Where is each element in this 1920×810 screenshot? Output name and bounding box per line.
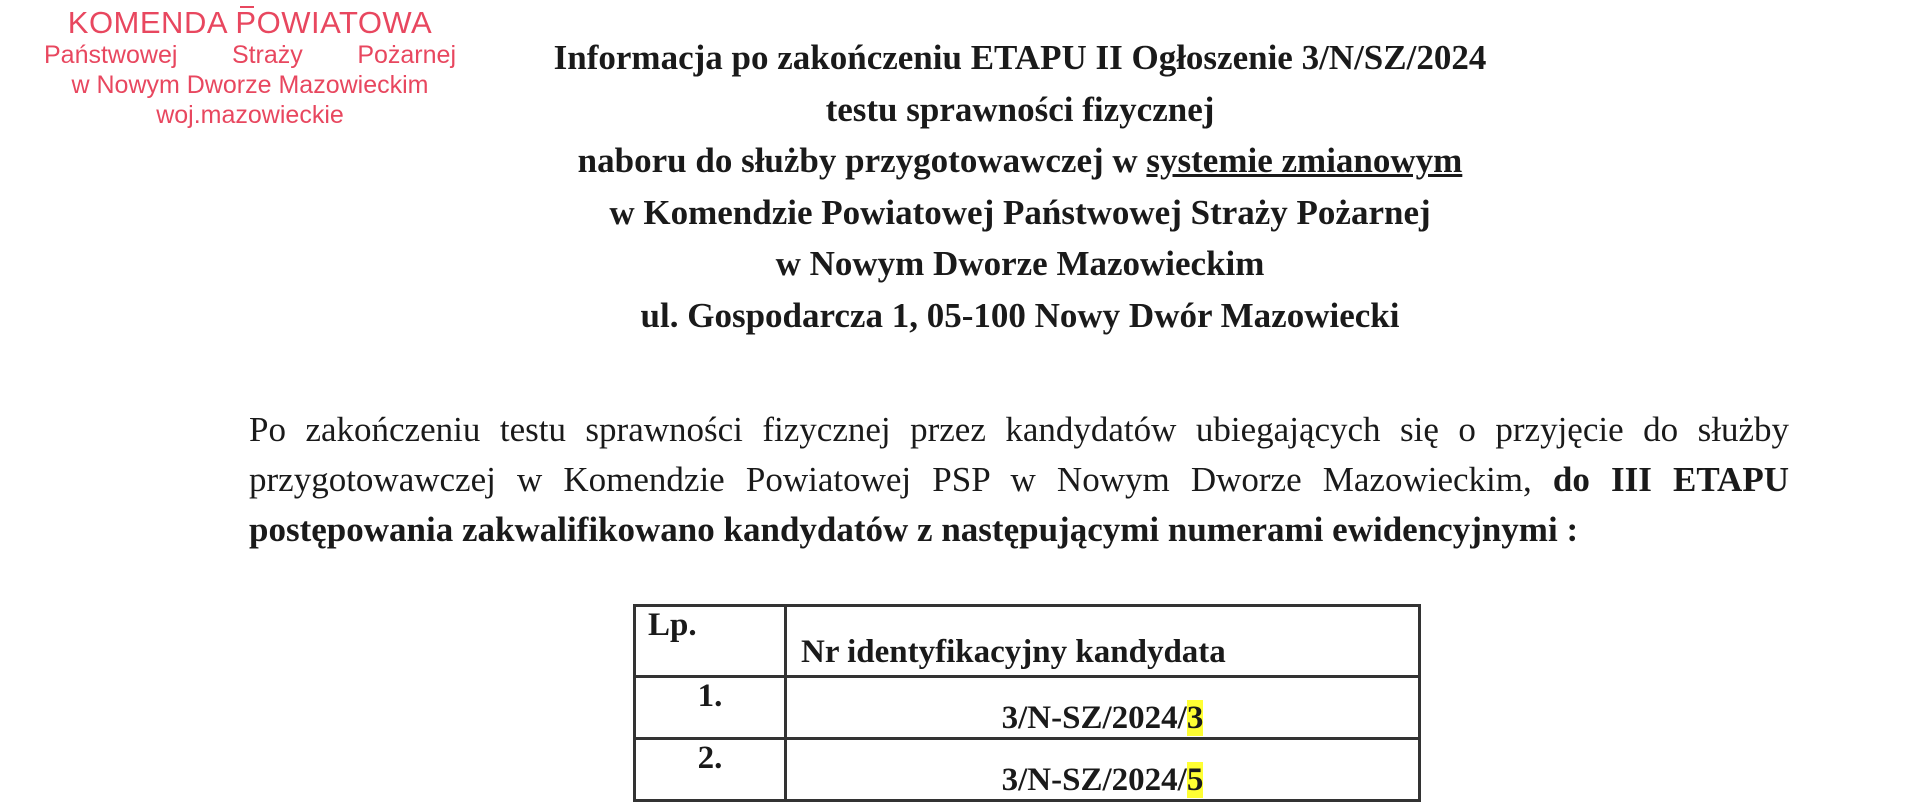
candidate-id-highlight: 5: [1186, 762, 1204, 798]
title-line-2: testu sprawności fizycznej: [825, 89, 1215, 129]
row-lp: 1.: [635, 677, 786, 739]
stamp-line-3: w Nowym Dworze Mazowieckim: [71, 71, 429, 99]
stamp-line-4: woj.mazowieckie: [156, 101, 344, 129]
stamp-line-1: KOMENDA POWIATOWA: [67, 5, 433, 40]
row-candidate-id: [786, 739, 1420, 801]
stamp-emblem-mark: [240, 0, 254, 8]
row-candidate-id: [786, 677, 1420, 739]
title-line-4: w Komendzie Powiatowej Państwowej Straży Pożarnej: [609, 192, 1431, 232]
body-paragraph: [249, 405, 1789, 555]
title-line-1: Informacja po zakończeniu ETAPU II Ogłoszenie 3/N/SZ/2024: [553, 38, 1487, 77]
body-text-bold: do III ETAPU postępowania zakwalifikowano kandydatów z następującymi numerami ewidencyjnymi :: [249, 460, 1789, 549]
candidate-id-highlight: 3: [1186, 700, 1204, 736]
header-lp: Lp.: [635, 606, 786, 677]
table-header-row: [635, 606, 1420, 677]
candidate-id-prefix: 3/N-SZ/2024/: [1001, 762, 1187, 798]
stamp-word: Państwowej: [44, 41, 178, 69]
candidates-table: [633, 604, 1421, 802]
table-row: [635, 739, 1420, 801]
stamp-word: Pożarnej: [357, 41, 456, 69]
title-underlined-text: systemie zmianowym: [1146, 141, 1463, 180]
title-line-5: w Nowym Dworze Mazowieckim: [775, 244, 1265, 283]
row-lp: 2.: [635, 739, 786, 801]
table-row: [635, 677, 1420, 739]
title-line-3-prefix: naboru do służby przygotowawczej w: [577, 141, 1147, 180]
title-line-3: [360, 135, 1680, 187]
stamp-word: Straży: [231, 41, 303, 69]
header-candidate-id: Nr identyfikacyjny kandydata: [786, 606, 1420, 677]
title-line-6: ul. Gospodarcza 1, 05-100 Nowy Dwór Mazowiecki: [640, 295, 1400, 335]
body-text-regular: Po zakończeniu testu sprawności fizycznej przez kandydatów ubiegających się o przyjęcie do służby przygotowawczej w Komendzie Powiatowej PSP w Nowym Dworze Mazowieckim,: [249, 410, 1789, 499]
document-title: [360, 32, 1680, 341]
candidate-id-prefix: 3/N-SZ/2024/: [1001, 700, 1187, 736]
